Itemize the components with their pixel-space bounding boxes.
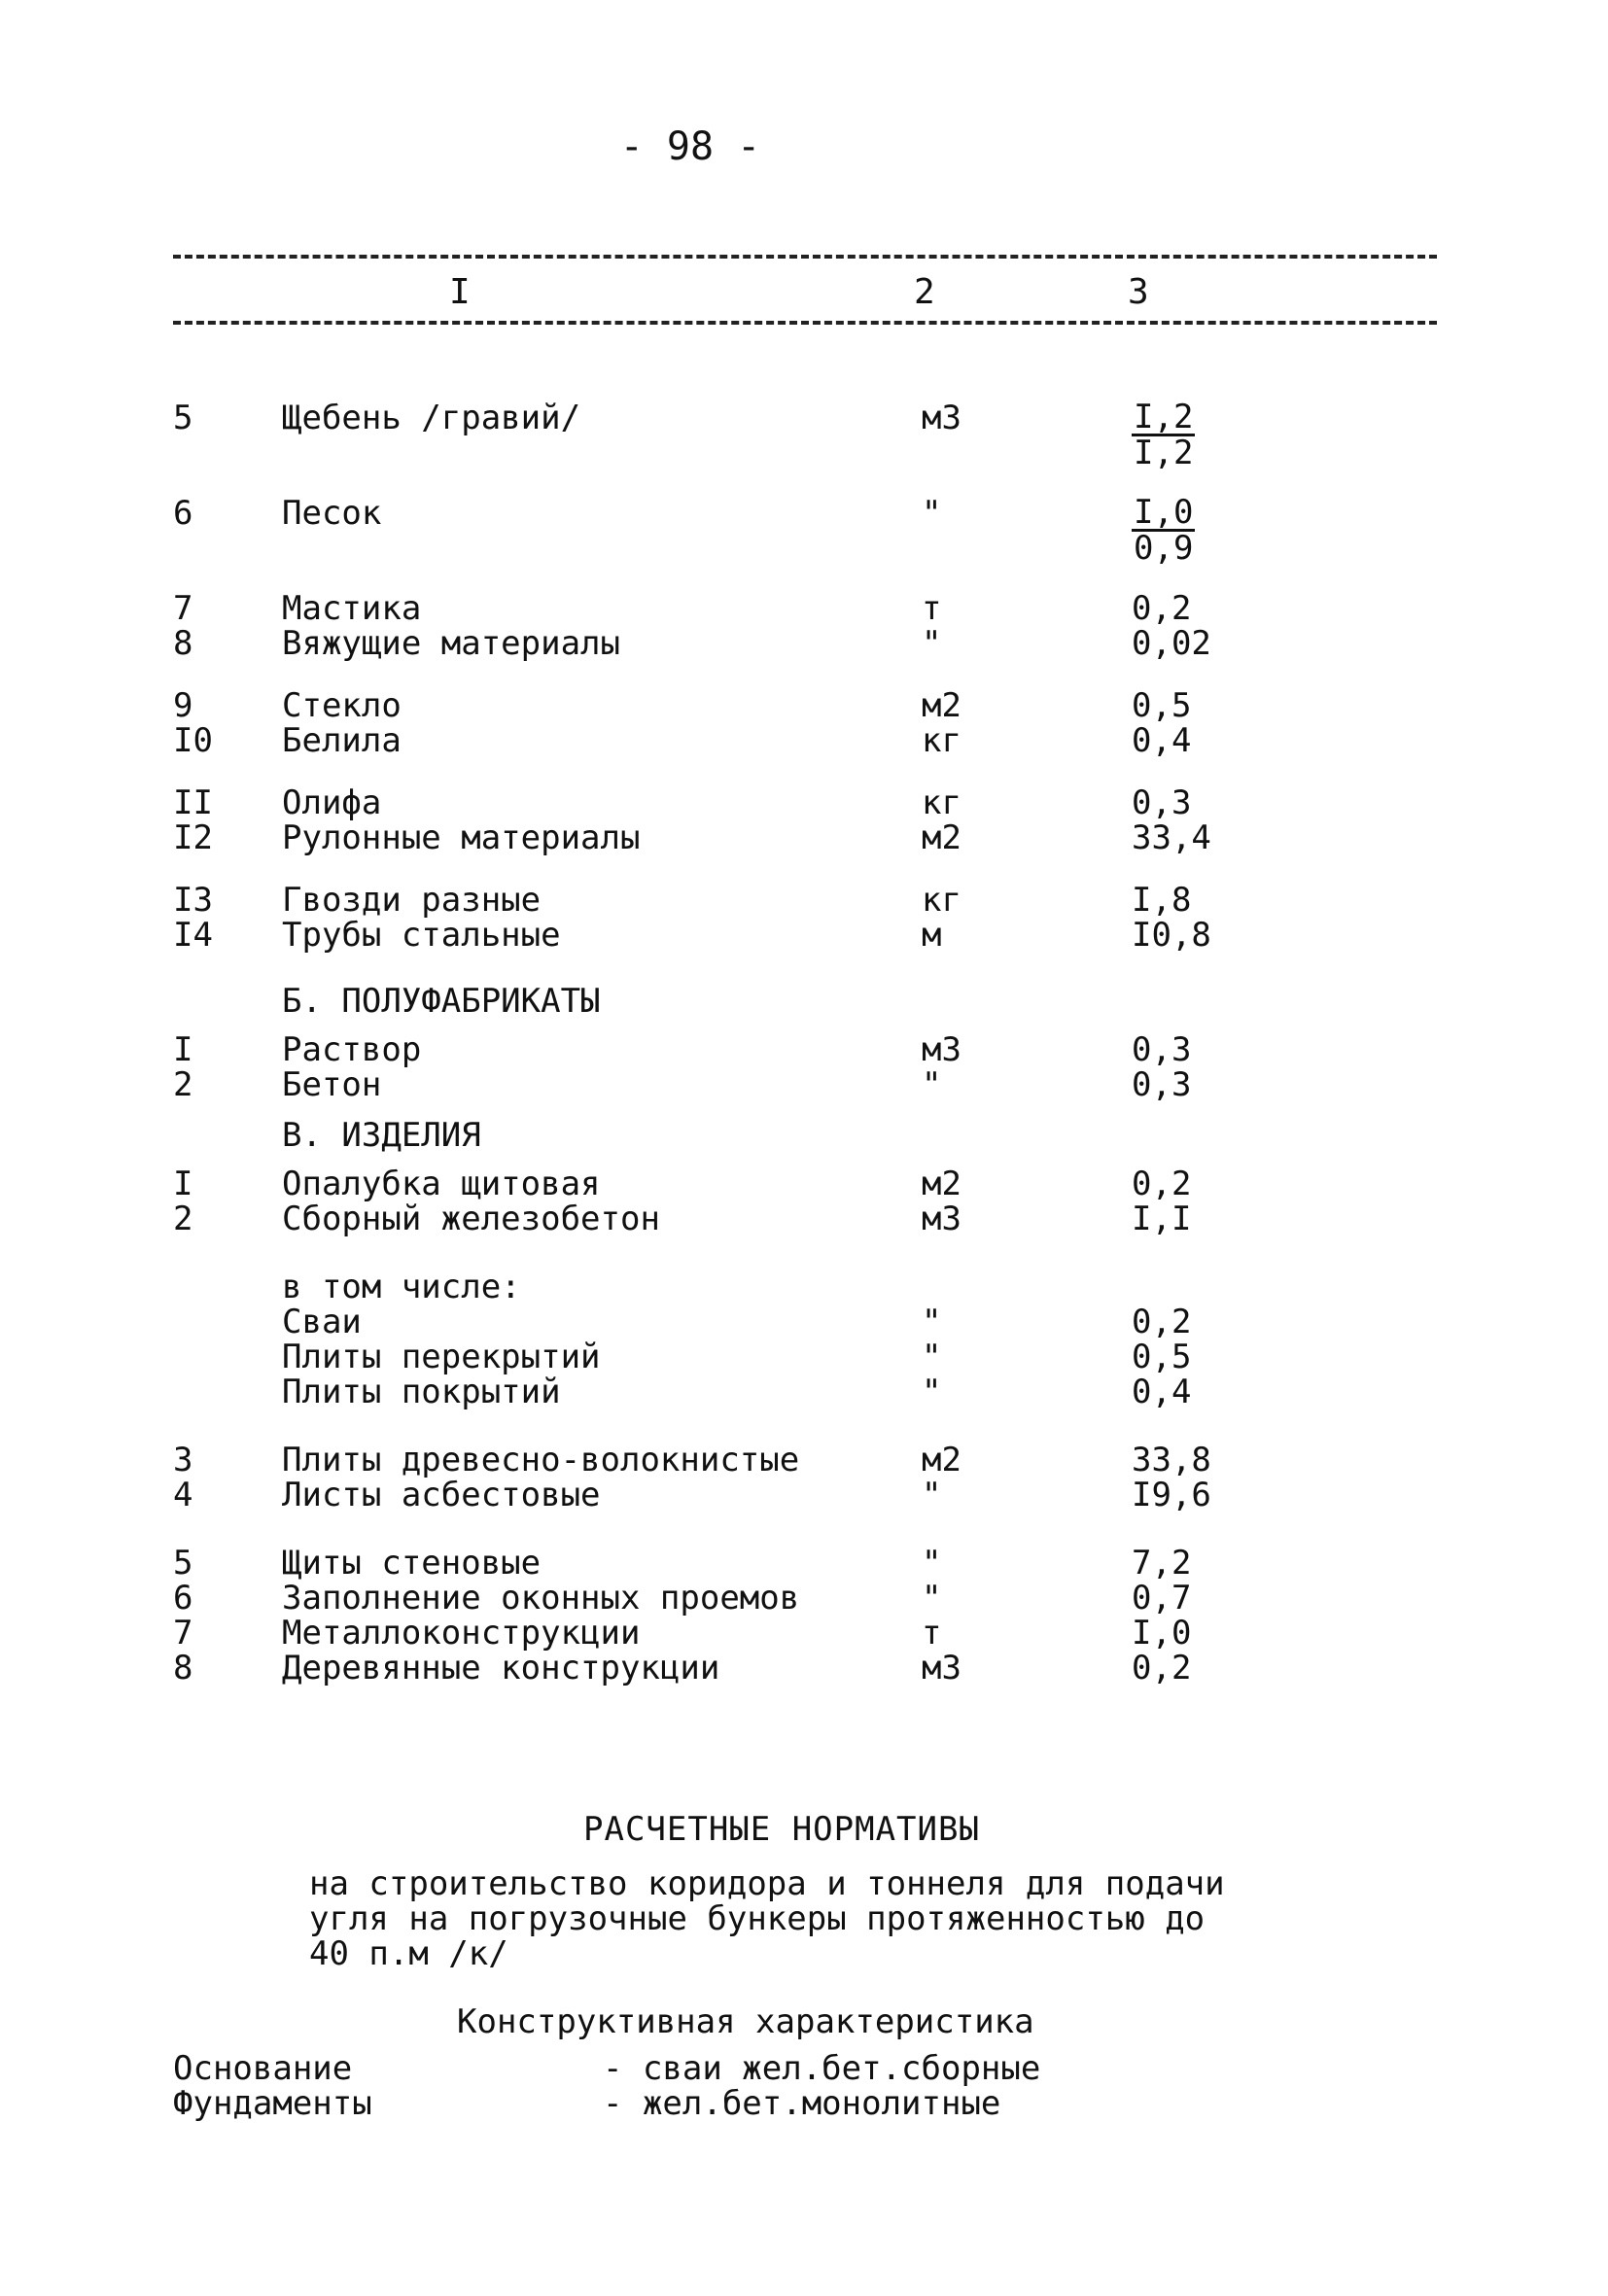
row-unit: кг bbox=[922, 721, 961, 760]
row-number: I3 bbox=[173, 881, 213, 920]
row-value: 0,3 bbox=[1132, 783, 1192, 822]
row-name: Раствор bbox=[282, 1030, 422, 1069]
row-number: I4 bbox=[173, 916, 213, 955]
row-name: Мастика bbox=[282, 589, 422, 628]
table-row bbox=[0, 1201, 1608, 1236]
section-heading bbox=[0, 980, 1608, 1023]
row-number: 4 bbox=[173, 1476, 193, 1514]
row-group bbox=[0, 591, 1608, 661]
row-unit: " bbox=[922, 1373, 942, 1411]
row-unit: м bbox=[922, 916, 942, 955]
row-group bbox=[0, 493, 1608, 568]
table-row bbox=[0, 1478, 1608, 1513]
page-number: - 98 - bbox=[619, 124, 761, 169]
row-unit: " bbox=[922, 624, 942, 663]
table-row bbox=[0, 688, 1608, 723]
row-name: Плиты перекрытий bbox=[282, 1338, 601, 1376]
column-header-3: 3 bbox=[1128, 272, 1149, 312]
row-value: 0,5 bbox=[1132, 686, 1192, 725]
row-number: 2 bbox=[173, 1200, 193, 1238]
row-unit: т bbox=[922, 1614, 942, 1652]
row-number: 7 bbox=[173, 589, 193, 628]
row-value: 33,8 bbox=[1132, 1441, 1211, 1479]
row-number: I2 bbox=[173, 818, 213, 857]
row-unit: м2 bbox=[922, 818, 961, 857]
table-row bbox=[0, 1305, 1608, 1339]
row-unit: " bbox=[922, 1579, 942, 1618]
fraction-denominator: 0,9 bbox=[1134, 529, 1194, 568]
row-value-fraction bbox=[1132, 400, 1195, 470]
row-unit: кг bbox=[922, 881, 961, 920]
row-unit: кг bbox=[922, 783, 961, 822]
row-value: 7,2 bbox=[1132, 1544, 1192, 1583]
row-value: 0,5 bbox=[1132, 1338, 1192, 1376]
spec-key: Основание bbox=[173, 2049, 353, 2088]
column-header-2: 2 bbox=[914, 272, 935, 312]
table-row bbox=[0, 398, 1608, 472]
row-name: Сваи bbox=[282, 1303, 362, 1341]
row-value: I,0 bbox=[1132, 1614, 1192, 1652]
row-unit: м2 bbox=[922, 1165, 961, 1203]
construct-heading: Конструктивная характеристика bbox=[457, 2002, 1034, 2041]
row-number: 6 bbox=[173, 494, 193, 533]
row-unit: " bbox=[922, 1065, 942, 1104]
table-row bbox=[0, 883, 1608, 918]
row-value: 33,4 bbox=[1132, 818, 1211, 857]
column-header-1: I bbox=[449, 272, 471, 312]
materials-table bbox=[0, 400, 1608, 1686]
row-unit: м2 bbox=[922, 686, 961, 725]
row-number: 8 bbox=[173, 1649, 193, 1687]
row-value: 0,2 bbox=[1132, 589, 1192, 628]
subtitle-line: 40 п.м /к/ bbox=[309, 1934, 508, 1973]
row-name: Стекло bbox=[282, 686, 402, 725]
fraction-numerator: I,0 bbox=[1134, 493, 1194, 532]
spec-row bbox=[173, 2051, 1340, 2086]
row-name: Щебень /гравий/ bbox=[282, 399, 581, 437]
row-group bbox=[0, 785, 1608, 855]
row-unit: " bbox=[922, 1303, 942, 1341]
row-number: 8 bbox=[173, 624, 193, 663]
row-unit: " bbox=[922, 494, 942, 533]
row-name: Белила bbox=[282, 721, 402, 760]
row-name: Песок bbox=[282, 494, 382, 533]
row-name: Сборный железобетон bbox=[282, 1200, 660, 1238]
table-row bbox=[0, 1651, 1608, 1686]
section-heading bbox=[0, 1114, 1608, 1157]
row-value: 0,2 bbox=[1132, 1303, 1192, 1341]
row-unit: м3 bbox=[922, 1030, 961, 1069]
table-row bbox=[0, 1616, 1608, 1651]
row-value: 0,2 bbox=[1132, 1165, 1192, 1203]
row-value: 0,3 bbox=[1132, 1030, 1192, 1069]
table-row bbox=[0, 820, 1608, 855]
row-number: 2 bbox=[173, 1065, 193, 1104]
row-name: Олифа bbox=[282, 783, 382, 822]
row-name: Гвозди разные bbox=[282, 881, 542, 920]
row-name: Рулонные материалы bbox=[282, 818, 641, 857]
construct-spec bbox=[173, 2051, 1340, 2121]
row-unit: м2 bbox=[922, 1441, 961, 1479]
row-group bbox=[0, 1032, 1608, 1102]
subtitle-line: на строительство коридора и тоннеля для подачи bbox=[309, 1864, 1225, 1903]
row-value-fraction bbox=[1132, 493, 1195, 568]
subtitle-line: угля на погрузочные бункеры протяженностью до bbox=[309, 1899, 1206, 1938]
row-name: Листы асбестовые bbox=[282, 1476, 601, 1514]
row-number: 5 bbox=[173, 399, 193, 437]
table-row bbox=[0, 493, 1608, 568]
row-group bbox=[0, 1270, 1608, 1409]
row-group bbox=[0, 1443, 1608, 1513]
row-unit: " bbox=[922, 1544, 942, 1583]
fraction-denominator: I,2 bbox=[1134, 434, 1194, 472]
spec-row bbox=[173, 2086, 1340, 2121]
row-value: 0,4 bbox=[1132, 721, 1192, 760]
table-header-rule-bottom bbox=[173, 321, 1437, 325]
table-row bbox=[0, 1339, 1608, 1374]
row-number: 9 bbox=[173, 686, 193, 725]
row-unit: т bbox=[922, 589, 942, 628]
row-number: I bbox=[173, 1030, 193, 1069]
table-row bbox=[0, 785, 1608, 820]
row-value: I,8 bbox=[1132, 881, 1192, 920]
row-group bbox=[0, 1546, 1608, 1686]
table-row bbox=[0, 1067, 1608, 1102]
row-name: Деревянные конструкции bbox=[282, 1649, 720, 1687]
row-number: 7 bbox=[173, 1614, 193, 1652]
table-row bbox=[0, 1166, 1608, 1201]
row-unit: м3 bbox=[922, 1649, 961, 1687]
row-group bbox=[0, 688, 1608, 758]
table-row bbox=[0, 723, 1608, 758]
table-row bbox=[0, 591, 1608, 626]
table-header-rule-top bbox=[173, 255, 1437, 259]
row-value: 0,02 bbox=[1132, 624, 1211, 663]
table-row bbox=[0, 1032, 1608, 1067]
row-number: I0 bbox=[173, 721, 213, 760]
row-name: Плиты древесно-волокнистые bbox=[282, 1441, 800, 1479]
section-subtitle bbox=[309, 1866, 1320, 1971]
row-number: 6 bbox=[173, 1579, 193, 1618]
row-name: Заполнение оконных проемов bbox=[282, 1579, 800, 1618]
row-value: I9,6 bbox=[1132, 1476, 1211, 1514]
section-title: РАСЧЕТНЫЕ НОРМАТИВЫ bbox=[583, 1810, 980, 1849]
row-group bbox=[0, 883, 1608, 953]
row-name: Бетон bbox=[282, 1065, 382, 1104]
section-heading-text: Б. ПОЛУФАБРИКАТЫ bbox=[282, 982, 601, 1021]
row-name: Вяжущие материалы bbox=[282, 624, 620, 663]
row-name: Плиты покрытий bbox=[282, 1373, 561, 1411]
table-row bbox=[0, 1546, 1608, 1581]
row-value: I0,8 bbox=[1132, 916, 1211, 955]
table-row bbox=[0, 1581, 1608, 1616]
row-unit: " bbox=[922, 1476, 942, 1514]
row-number: 5 bbox=[173, 1544, 193, 1583]
row-number: II bbox=[173, 783, 213, 822]
row-group bbox=[0, 1166, 1608, 1236]
table-row bbox=[0, 1443, 1608, 1478]
fraction-numerator: I,2 bbox=[1134, 398, 1194, 436]
table-row bbox=[0, 626, 1608, 661]
row-name: Металлоконструкции bbox=[282, 1614, 641, 1652]
row-value: I,I bbox=[1132, 1200, 1192, 1238]
row-name: Щиты стеновые bbox=[282, 1544, 542, 1583]
row-value: 0,3 bbox=[1132, 1065, 1192, 1104]
row-number: I bbox=[173, 1165, 193, 1203]
row-name: Опалубка щитовая bbox=[282, 1165, 601, 1203]
row-value: 0,2 bbox=[1132, 1649, 1192, 1687]
row-unit: " bbox=[922, 1338, 942, 1376]
row-unit: м3 bbox=[922, 399, 961, 437]
row-value: 0,7 bbox=[1132, 1579, 1192, 1618]
table-row bbox=[0, 1374, 1608, 1409]
row-group bbox=[0, 398, 1608, 472]
row-number: 3 bbox=[173, 1441, 193, 1479]
row-value: 0,4 bbox=[1132, 1373, 1192, 1411]
row-name: Трубы стальные bbox=[282, 916, 561, 955]
table-row bbox=[0, 918, 1608, 953]
spec-value: - жел.бет.монолитные bbox=[603, 2084, 1001, 2123]
table-row bbox=[0, 1270, 1608, 1305]
row-name: в том числе: bbox=[282, 1268, 521, 1306]
section-heading-text: В. ИЗДЕЛИЯ bbox=[282, 1116, 481, 1155]
spec-value: - сваи жел.бет.сборные bbox=[603, 2049, 1041, 2088]
row-unit: м3 bbox=[922, 1200, 961, 1238]
spec-key: Фундаменты bbox=[173, 2084, 372, 2123]
